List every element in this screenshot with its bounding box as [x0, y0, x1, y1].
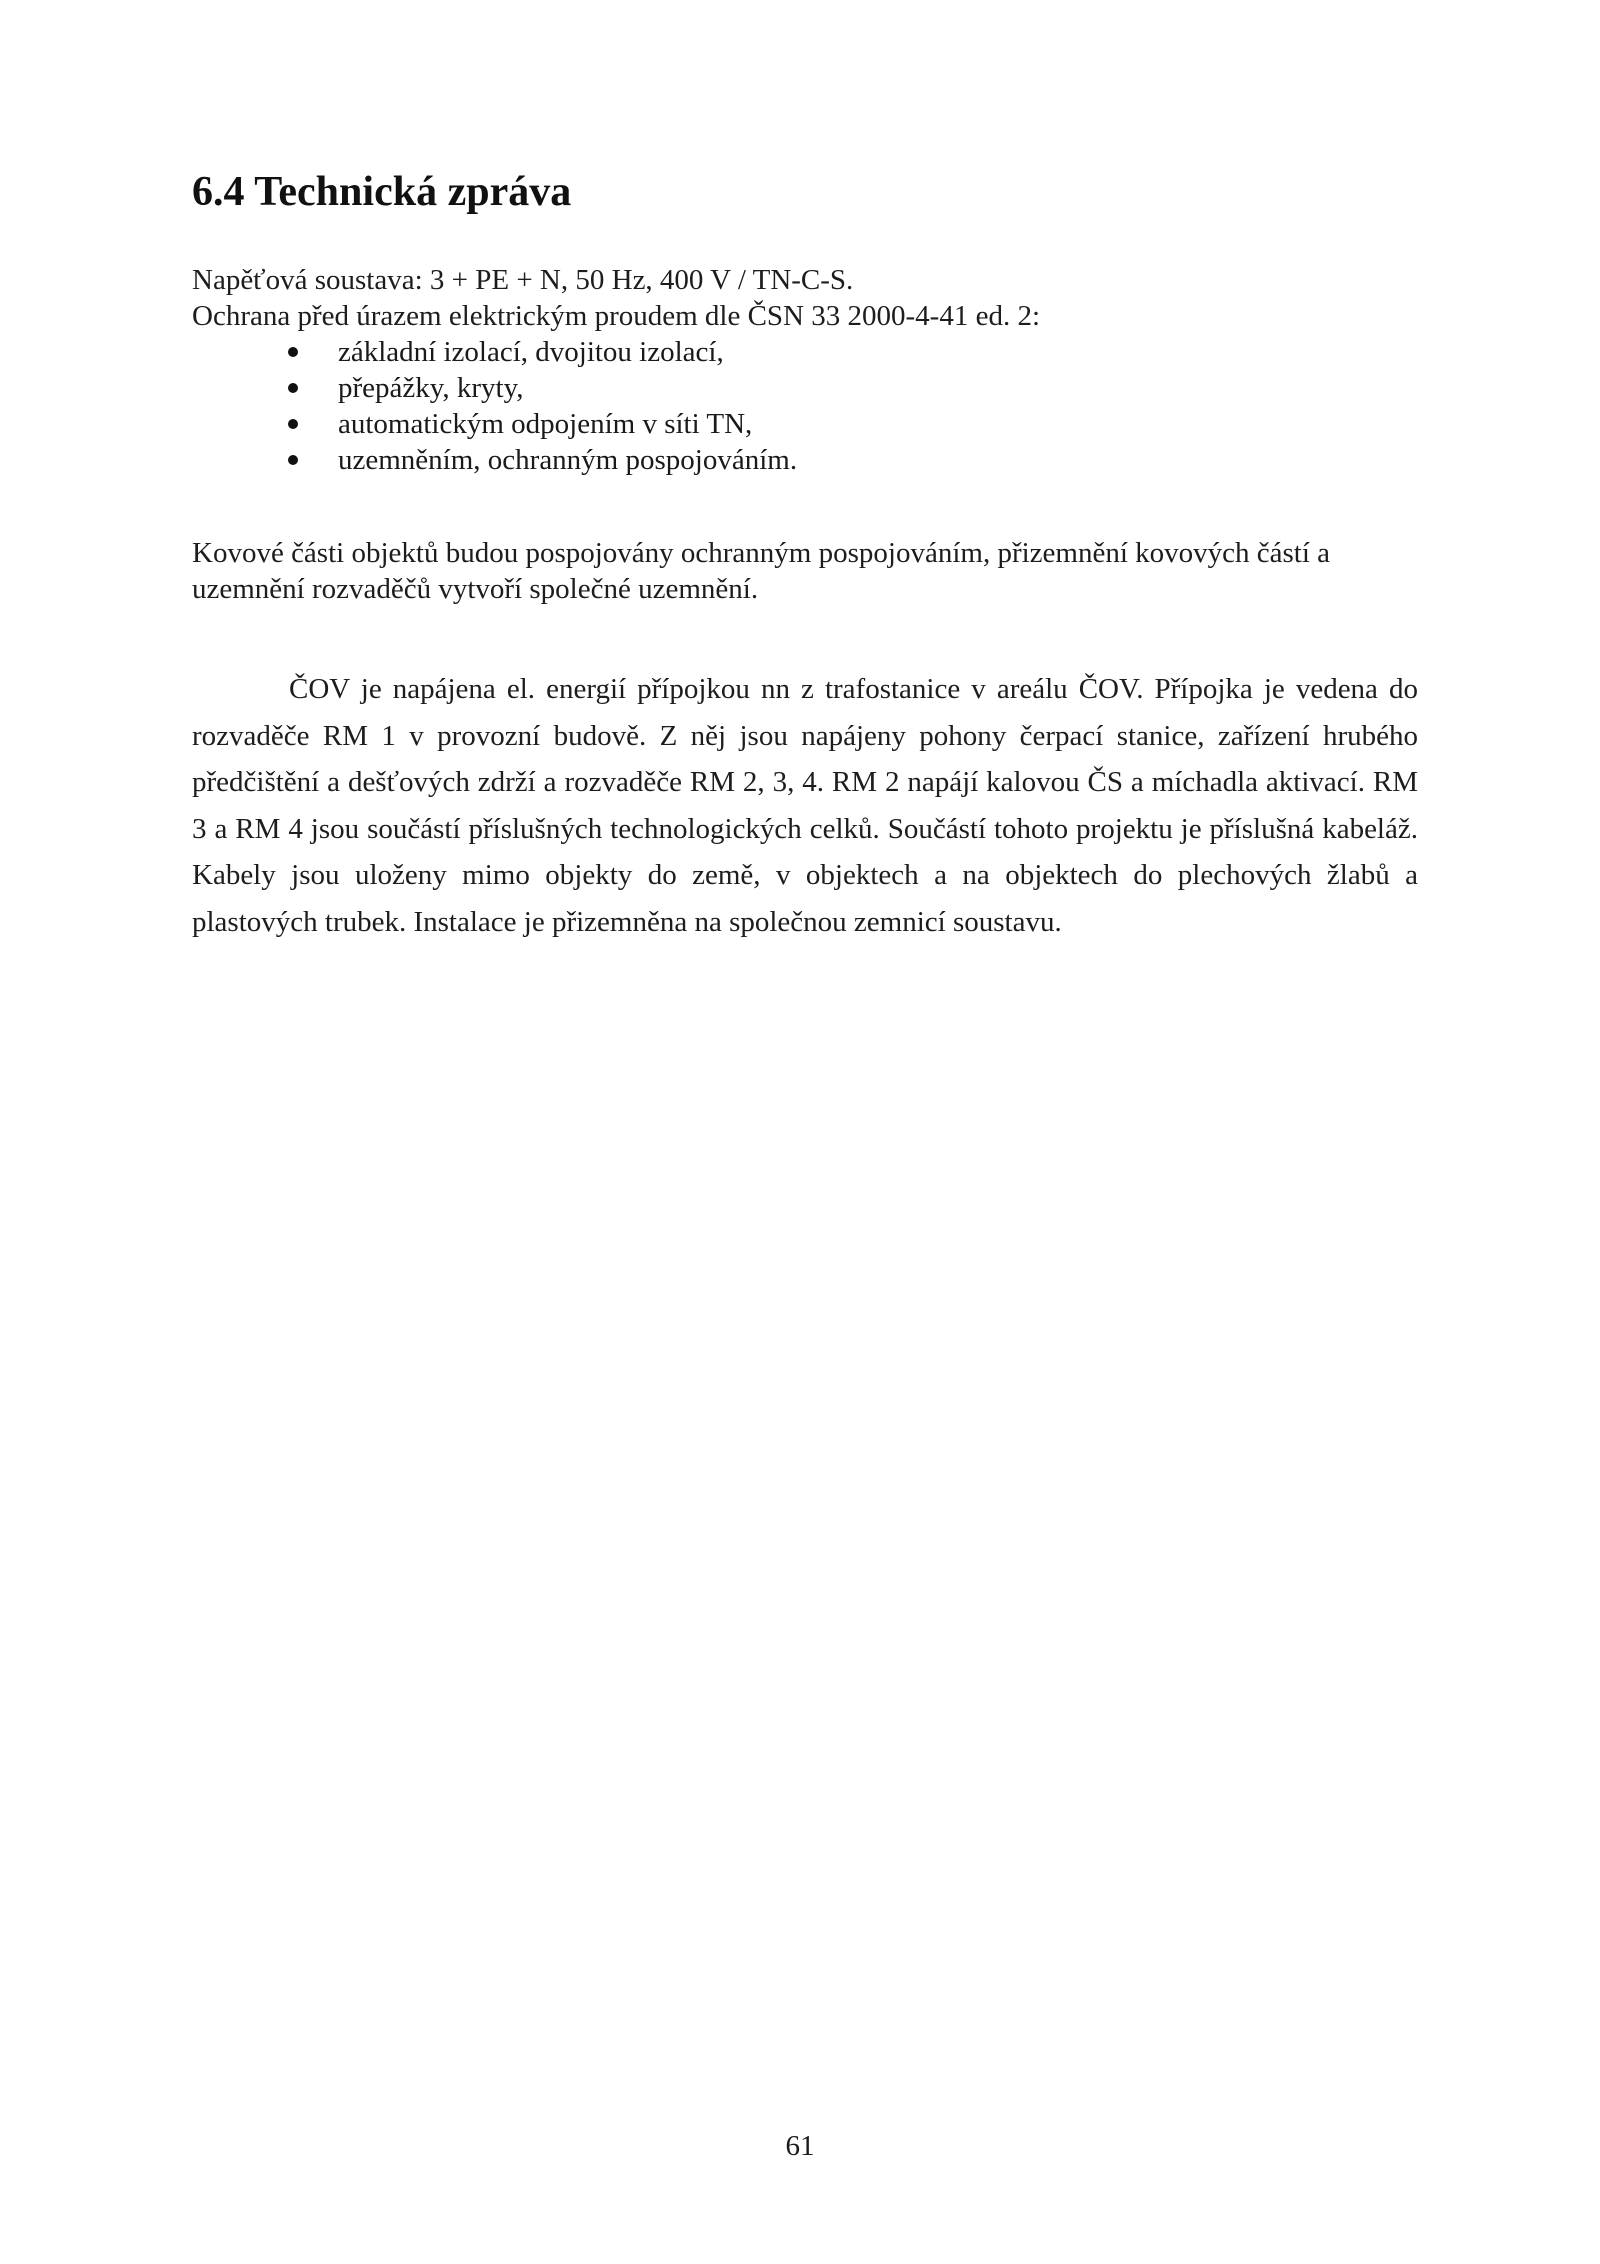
intro-block: [192, 262, 1420, 334]
protection-line: Ochrana před úrazem elektrickým proudem dle ČSN 33 2000-4-41 ed. 2:: [192, 300, 1040, 332]
page-number: 61: [785, 2130, 815, 2162]
list-item: přepážky, kryty,: [192, 370, 797, 406]
bullet-icon: [288, 383, 298, 393]
voltage-system-line: Napěťová soustava: 3 + PE + N, 50 Hz, 400 V / TN-C-S.: [192, 264, 854, 296]
power-supply-paragraph: ČOV je napájena el. energií přípojkou nn z trafostanice v areálu ČOV. Přípojka je vedena do rozvaděče RM 1 v provozní budově. Z něj jsou napájeny pohony čerpací stanice, zařízení hrubého předčištění a dešťových zdrží a rozvaděče RM 2, 3, 4. RM 2 napájí kalovou ČS a míchadla aktivací. RM 3 a RM 4 jsou součástí příslušných technologických celků. Součástí tohoto projektu je příslušná kabeláž. Kabely jsou uloženy mimo objekty do země, v objektech a na objektech do plechových žlabů a plastových trubek. Instalace je přizemněna na společnou zemnicí soustavu.: [192, 673, 1418, 938]
bonding-paragraph: Kovové části objektů budou pospojovány ochranným pospojováním, přizemnění kovových částí a uzemnění rozvaděčů vytvoří společné uzemnění.: [192, 537, 1331, 605]
protection-measures-list: [192, 334, 797, 478]
list-item: základní izolací, dvojitou izolací,: [192, 334, 797, 370]
list-item: uzemněním, ochranným pospojováním.: [192, 442, 797, 478]
bullet-icon: [288, 455, 298, 465]
section-heading: 6.4 Technická zpráva: [192, 169, 572, 215]
bullet-icon: [288, 419, 298, 429]
bullet-icon: [288, 347, 298, 357]
list-item: automatickým odpojením v síti TN,: [192, 406, 797, 442]
